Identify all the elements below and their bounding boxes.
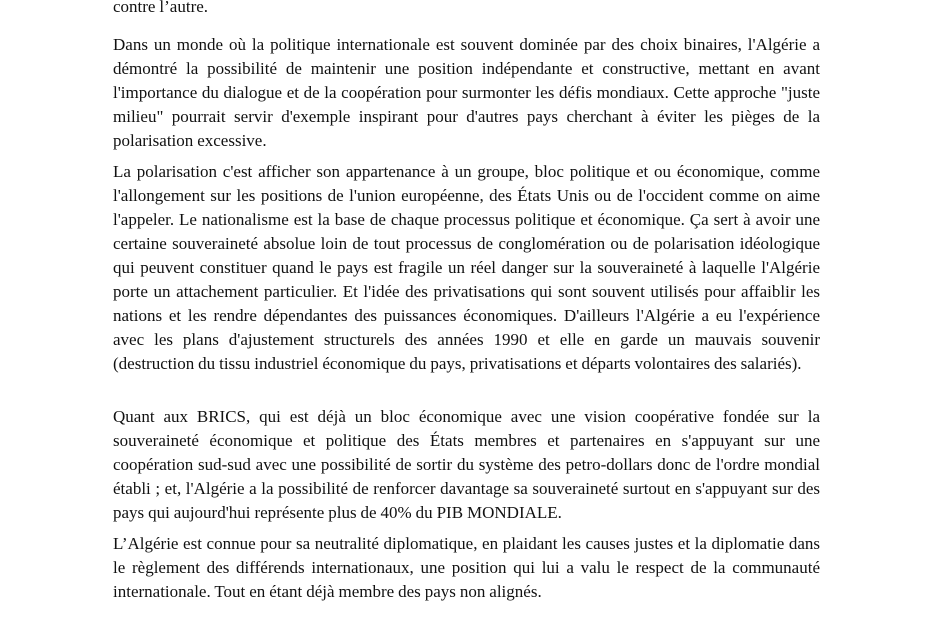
paragraph-binary-choices: Dans un monde où la politique internationale est souvent dominée par des choix binaires, l'Algérie a démontré la possibilité de maintenir une position indépendante et constructive, mettant en avant l'importance du dialogue et de la coopération pour surmonter les défis mondiaux. Cette approche "juste milieu" pourrait servir d'exemple inspirant pour d'autres pays cherchant à éviter les pièges de la polarisation excessive. xyxy=(113,35,820,150)
paragraph-brics: Quant aux BRICS, qui est déjà un bloc économique avec une vision coopérative fondée sur la souveraineté économique et politique des États membres et partenaires en s'appuyant sur une coopération sud-sud avec une possibilité de sortir du système des petro-dollars donc de l'ordre mondial établi ; et, l'Algérie a la possibilité de renforcer davantage sa souveraineté surtout en s'appuyant sur des pays qui aujourd'hui représente plus de 40% du PIB MONDIALE. xyxy=(113,407,820,522)
paragraph-continuation: contre l’autre. xyxy=(113,0,209,16)
paragraph-polarisation: La polarisation c'est afficher son appartenance à un groupe, bloc politique et ou économique, comme l'allongement sur les positions de l'union européenne, des États Unis ou de l'occident comme on aime l'appeler. Le nationalisme est la base de chaque processus politique et économique. Ça sert à avoir une certaine souveraineté absolue loin de tout processus de conglomération ou de polarisation idéologique qui peuvent constituer quand le pays est fragile un réel danger sur la souveraineté à laquelle l'Algérie porte un attachement particulier. Et l'idée des privatisations qui sont souvent utilisés pour affaiblir les nations et les rendre dépendantes des puissances économiques. D'ailleurs l'Algérie a eu l'expérience avec les plans d'ajustement structurels des années 1990 et elle en garde un mauvais souvenir (destruction du tissu industriel économique du pays, privatisations et départs volontaires des salariés). xyxy=(113,162,820,373)
paragraph-neutrality: L’Algérie est connue pour sa neutralité diplomatique, en plaidant les causes justes et la diplomatie dans le règlement des différends internationaux, une position qui lui a valu le respect de la communauté internationale. Tout en étant déjà membre des pays non alignés. xyxy=(113,534,820,601)
